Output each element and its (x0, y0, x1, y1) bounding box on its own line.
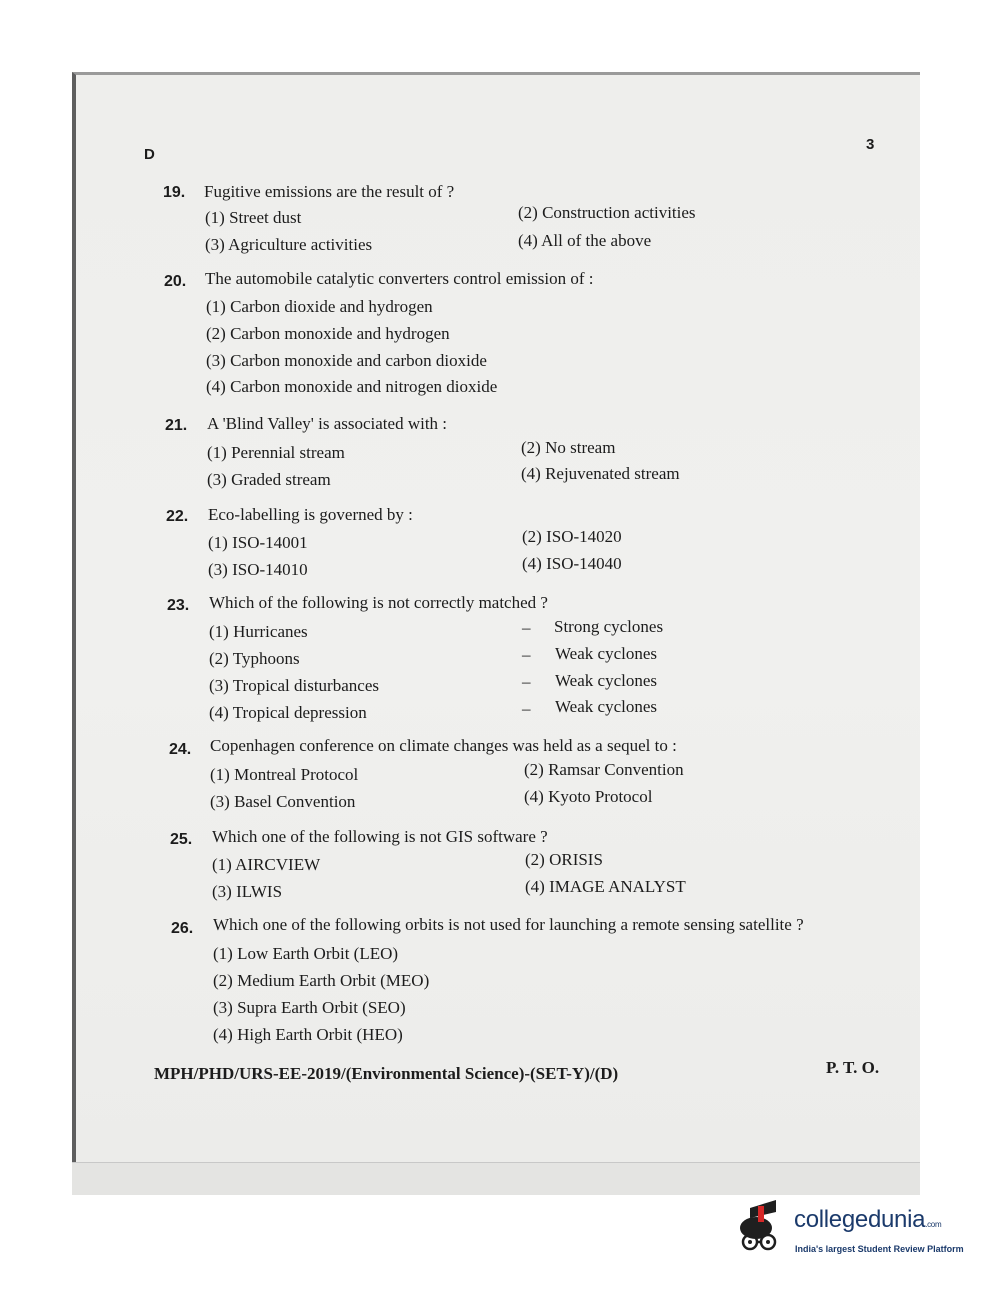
scanned-page (72, 72, 920, 1194)
question-number: 24. (169, 741, 192, 758)
logo-tagline: India's largest Student Review Platform (795, 1244, 964, 1254)
question-text: The automobile catalytic converters control emission of : (205, 269, 594, 288)
option: (2) ISO-14020 (522, 527, 622, 546)
option: (1) Carbon dioxide and hydrogen (206, 297, 433, 316)
question-number: 26. (171, 920, 194, 937)
option: (1) Hurricanes (209, 622, 308, 641)
question-number: 21. (165, 417, 188, 434)
option: (1) Montreal Protocol (210, 765, 359, 784)
question-number: 20. (164, 273, 187, 290)
set-code: D (144, 146, 155, 163)
option: (4) Kyoto Protocol (524, 787, 653, 806)
option: (4) High Earth Orbit (HEO) (213, 1025, 403, 1044)
match-value: Weak cyclones (555, 671, 657, 690)
option: (1) AIRCVIEW (212, 855, 321, 874)
question-text: A 'Blind Valley' is associated with : (207, 414, 448, 433)
option: (2) Construction activities (518, 203, 696, 222)
scan-edge (72, 1162, 920, 1195)
option: (3) Tropical disturbances (209, 676, 379, 695)
option: (2) Ramsar Convention (524, 760, 684, 779)
match-dash: – (522, 645, 531, 664)
option: (1) Street dust (205, 208, 302, 227)
option: (3) Carbon monoxide and carbon dioxide (206, 351, 487, 370)
match-dash: – (522, 699, 531, 718)
page-number: 3 (866, 136, 875, 153)
question-number: 25. (170, 831, 193, 848)
option: (4) IMAGE ANALYST (525, 877, 686, 896)
question-text: Eco-labelling is governed by : (208, 505, 413, 524)
question-text: Which of the following is not correctly matched ? (209, 593, 548, 612)
option: (3) Supra Earth Orbit (SEO) (213, 998, 406, 1017)
option: (1) ISO-14001 (208, 533, 308, 552)
option: (1) Perennial stream (207, 443, 345, 462)
question-number: 19. (163, 184, 186, 201)
question-text: Copenhagen conference on climate changes was held as a sequel to : (210, 736, 677, 755)
option: (2) No stream (521, 438, 616, 457)
match-value: Weak cyclones (555, 697, 657, 716)
question-text: Which one of the following orbits is not used for launching a remote sensing satellite ? (213, 915, 804, 934)
logo-brand-name: collegedunia (794, 1206, 926, 1233)
match-dash: – (522, 618, 531, 637)
option: (4) Carbon monoxide and nitrogen dioxide (206, 377, 498, 396)
match-dash: – (522, 672, 531, 691)
paper-code: MPH/PHD/URS-EE-2019/(Environmental Science)-(SET-Y)/(D) (154, 1064, 619, 1083)
option: (4) All of the above (518, 231, 652, 250)
option: (4) Rejuvenated stream (521, 464, 680, 483)
option: (3) ISO-14010 (208, 560, 308, 579)
option: (3) Agriculture activities (205, 235, 373, 254)
option: (1) Low Earth Orbit (LEO) (213, 944, 399, 963)
option: (2) Typhoons (209, 649, 300, 668)
option: (4) ISO-14040 (522, 554, 622, 573)
question-text: Fugitive emissions are the result of ? (204, 182, 455, 201)
option: (2) Carbon monoxide and hydrogen (206, 324, 450, 343)
option: (4) Tropical depression (209, 703, 367, 722)
logo-brand (794, 1206, 941, 1234)
match-value: Strong cyclones (554, 617, 664, 636)
option: (3) Basel Convention (210, 792, 356, 811)
option: (3) Graded stream (207, 470, 331, 489)
option: (2) Medium Earth Orbit (MEO) (213, 971, 430, 990)
option: (2) ORISIS (525, 850, 603, 869)
option: (3) ILWIS (212, 882, 283, 901)
question-text: Which one of the following is not GIS software ? (212, 827, 548, 846)
question-number: 23. (167, 597, 190, 614)
pto-marker: P. T. O. (826, 1058, 880, 1077)
match-value: Weak cyclones (555, 644, 657, 663)
question-number: 22. (166, 508, 189, 525)
logo-brand-suffix: .com (925, 1220, 942, 1229)
